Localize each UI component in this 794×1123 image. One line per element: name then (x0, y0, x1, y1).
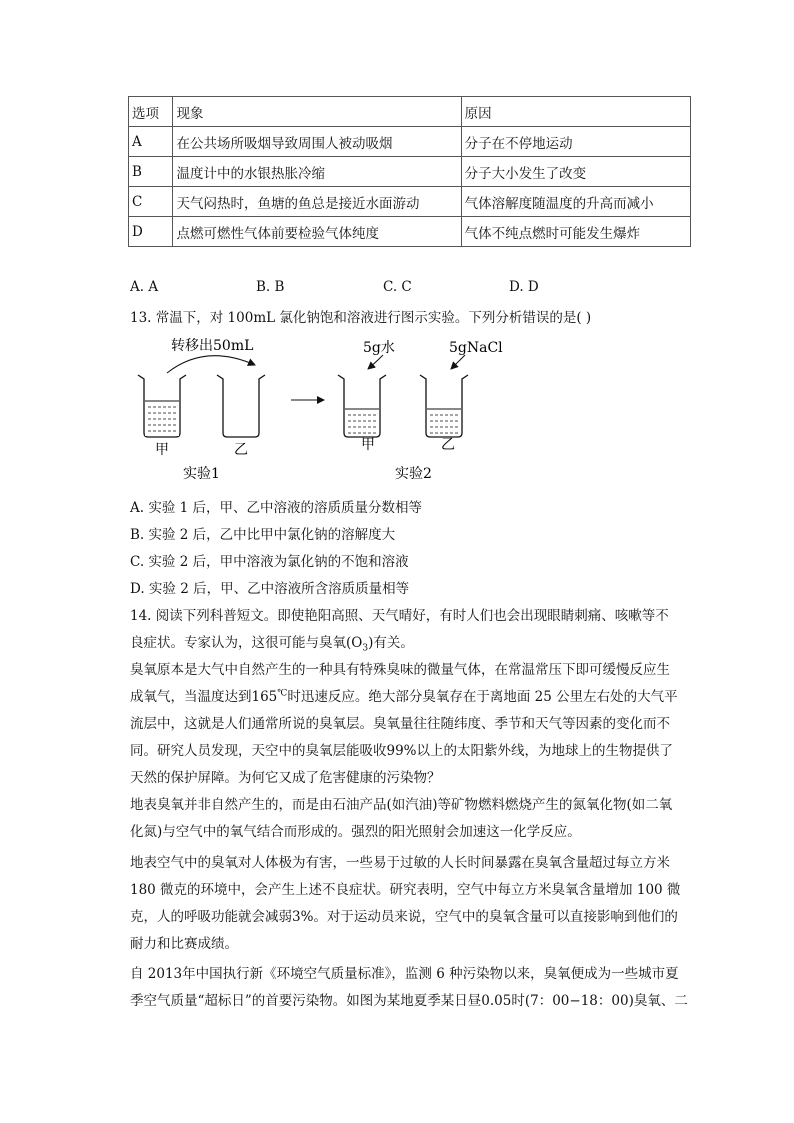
q14-intro-line1: 14. 阅读下列科普短文。即使艳阳高照、天气晴好，有时人们也会出现眼睛刺痛、咳嗽等不 (130, 608, 669, 624)
p1-line3: 流层中，这就是人们通常所说的臭氧层。臭氧量往往随纬度、季节和天气等因素的变化而不 (130, 716, 670, 732)
p3-line3: 克，人的呼吸功能就会减弱3%。对于运动员来说，空气中的臭氧含量可以直接影响到他们的 (130, 909, 678, 925)
water-label: 5g水 (363, 340, 395, 356)
p3-line4: 耐力和比赛成绩。 (130, 936, 238, 952)
label-jia-2: 甲 (361, 437, 375, 453)
label-yi-2: 乙 (441, 437, 455, 453)
table-cell: 分子大小发生了改变 (461, 157, 690, 187)
table-cell: D (129, 217, 173, 247)
nacl-arrow (451, 355, 465, 369)
table-row (129, 157, 691, 187)
q14-intro-line2 (130, 631, 414, 654)
q13-option-a: A. 实验 1 后，甲、乙中溶液的溶质质量分数相等 (130, 500, 423, 516)
q13-option-d: D. 实验 2 后，甲、乙中溶液所含溶质质量相等 (130, 581, 410, 597)
transfer-arrow (167, 356, 255, 373)
table-cell: 分子在不停地运动 (461, 127, 690, 157)
p2-line1: 地表臭氧并非自然产生的，而是由石油产品(如汽油)等矿物燃料燃烧产生的氮氧化物(如二氧 (130, 797, 673, 813)
exp1-label: 实验1 (183, 466, 220, 482)
p4-line2: 季空气质量“超标日”的首要污染物。如图为某地夏季某日昼0.05时(7：00−18：00)臭氧、二 (130, 993, 688, 1009)
table-cell: 气体不纯点燃时可能发生爆炸 (461, 217, 690, 247)
table-cell: 点燃可燃性气体前要检验气体纯度 (173, 217, 461, 247)
p1-line2-a: 成氧气，当温度达到165 (130, 689, 278, 705)
answer-table (128, 96, 691, 247)
ozone-subscript: 3 (362, 643, 369, 654)
label-jia-1: 甲 (155, 442, 169, 458)
transfer-label: 转移出50mL (171, 338, 254, 354)
q12-option-c: C. C (383, 279, 412, 295)
p1-line4: 同。研究人员发现，天空中的臭氧层能吸收99%以上的太阳紫外线，为地球上的生物提供了 (130, 743, 674, 759)
q14-intro-text: 良症状。专家认为，这很可能与臭氧(O (130, 635, 363, 651)
beaker-yi-exp1 (217, 375, 265, 437)
q12-option-d: D. D (509, 279, 539, 295)
header-phenomenon: 现象 (173, 97, 461, 127)
p3-line1: 地表空气中的臭氧对人体极为有害，一些易于过敏的人长时间暴露在臭氧含量超过每立方米 (130, 855, 670, 871)
p1-line1: 臭氧原本是大气中自然产生的一种具有特殊臭味的微量气体，在常温常压下即可缓慢反应生 (130, 662, 670, 678)
table-row (129, 127, 691, 157)
p2-line2: 化氮)与空气中的氧气结合而形成的。强烈的阳光照射会加速这一化学反应。 (130, 824, 581, 840)
q12-option-a: A. A (130, 279, 159, 295)
p1-line5: 天然的保护屏障。为何它又成了危害健康的污染物？ (130, 770, 441, 786)
celsius-sup: ℃ (277, 688, 288, 699)
water-arrow (368, 355, 383, 369)
experiment-figure (125, 333, 515, 488)
p1-line2-b: 时迅速反应。绝大部分臭氧存在于离地面 25 公里左右处的大气平 (287, 689, 678, 705)
q13-stem: 13. 常温下，对 100mL 氯化钠饱和溶液进行图示实验。下列分析错误的是( ) (130, 310, 592, 326)
p3-line2: 180 微克的环境中，会产生上述不良症状。研究表明，空气中每立方米臭氧含量增加 100 微 (130, 882, 681, 898)
table-cell: A (129, 127, 173, 157)
q13-option-b: B. 实验 2 后，乙中比甲中氯化钠的溶解度大 (130, 527, 396, 543)
p4-line1: 自 2013年中国执行新《环境空气质量标准》，监测 6 种污染物以来，臭氧便成为一些城市夏 (130, 966, 679, 982)
table-cell: 天气闷热时，鱼塘的鱼总是接近水面游动 (173, 187, 461, 217)
label-yi-1: 乙 (234, 442, 248, 458)
header-option: 选项 (129, 97, 173, 127)
table-row (129, 217, 691, 247)
table-cell: 温度计中的水银热胀冷缩 (173, 157, 461, 187)
table-cell: 气体溶解度随温度的升高而减小 (461, 187, 690, 217)
table-cell: 在公共场所吸烟导致周围人被动吸烟 (173, 127, 461, 157)
table-cell: C (129, 187, 173, 217)
table-cell: B (129, 157, 173, 187)
exp2-label: 实验2 (395, 466, 432, 482)
table-row (129, 187, 691, 217)
table-header-row (129, 97, 691, 127)
q14-intro-text-end: )有关。 (368, 635, 414, 651)
beaker-jia-exp2 (338, 375, 386, 437)
p1-line2 (130, 685, 678, 705)
nacl-label: 5gNaCl (449, 340, 503, 356)
q12-option-b: B. B (256, 279, 285, 295)
q13-option-c: C. 实验 2 后，甲中溶液为氯化钠的不饱和溶液 (130, 554, 409, 570)
header-reason: 原因 (461, 97, 690, 127)
beaker-yi-exp2 (420, 375, 468, 437)
beaker-jia-exp1 (138, 375, 186, 437)
